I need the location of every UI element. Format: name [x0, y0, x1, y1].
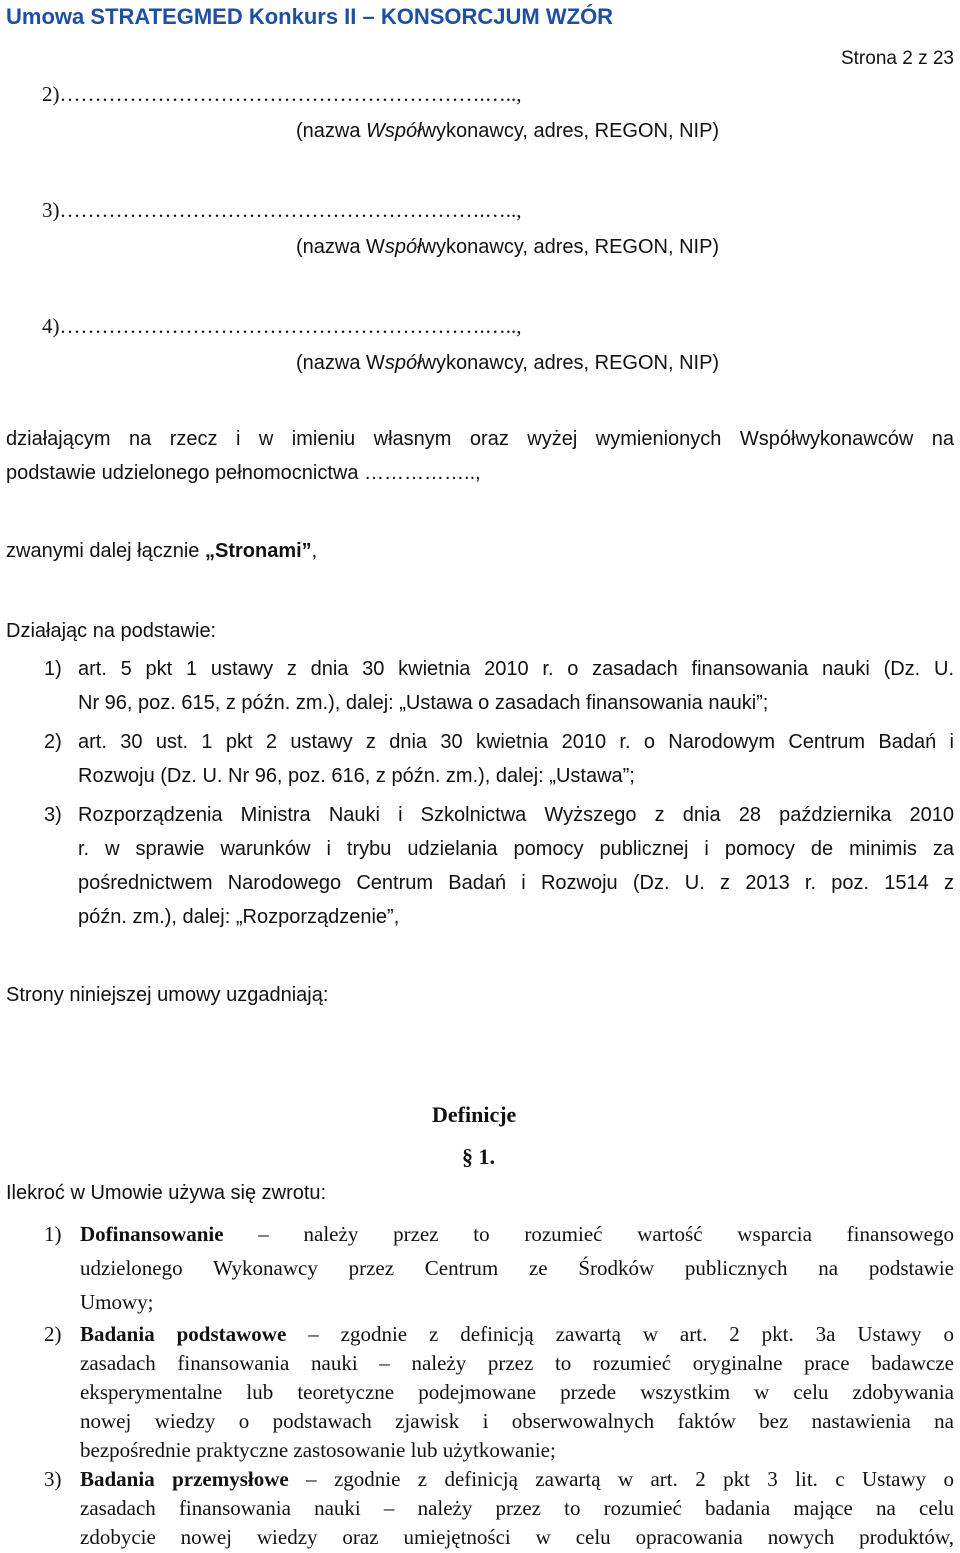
basis-item-number: 2) — [44, 731, 62, 753]
basis-item-line: późn. zm.), dalej: „Rozporządzenie”, — [78, 906, 400, 928]
definition-line: zdobycie nowej wiedzy oraz umiejętności w celu opracowania nowych produktów, — [80, 1525, 954, 1549]
acting-line-1: działającym na rzecz i w imieniu własnym oraz wyżej wymienionych Współwykonawców na — [6, 428, 954, 450]
definition-line: bezpośrednie praktyczne zastosowanie lub użytkowanie; — [80, 1438, 556, 1462]
acting-line-2: podstawie udzielonego pełnomocnictwa …………….., — [6, 462, 481, 484]
caption-part: spół — [384, 236, 422, 258]
definition-line: zasadach finansowania nauki – należy przez to rozumieć oryginalne prace badawcze — [80, 1351, 954, 1375]
definition-number: 1) — [44, 1222, 62, 1246]
called-term: „Stronami” — [204, 540, 312, 562]
basis-item-line: Nr 96, poz. 615, z późn. zm.), dalej: „Ustawa o zasadach finansowania nauki”; — [78, 692, 769, 714]
section-title: Definicje — [432, 1102, 517, 1127]
party-dots: …………………………………………………….….., — [59, 198, 522, 222]
caption-part: (nazwa W — [296, 352, 385, 374]
party-caption — [296, 352, 719, 375]
party-caption — [296, 120, 719, 143]
definitions-intro: Ilekroć w Umowie używa się zwrotu: — [6, 1182, 327, 1204]
party-number: 2) — [42, 82, 60, 106]
party-caption — [296, 236, 719, 259]
section-number: § 1. — [462, 1144, 495, 1169]
basis-item-line: art. 30 ust. 1 pkt 2 ustawy z dnia 30 kwietnia 2010 r. o Narodowym Centrum Badań i — [78, 731, 954, 753]
called-parties-line — [6, 540, 317, 563]
document-header-title: Umowa STRATEGMED Konkurs II – KONSORCJUM WZÓR — [6, 4, 614, 29]
definition-line — [80, 1322, 954, 1347]
basis-item-line: Rozwoju (Dz. U. Nr 96, poz. 616, z późn. zm.), dalej: „Ustawa”; — [78, 765, 635, 787]
definition-line: Umowy; — [80, 1290, 154, 1314]
basis-item-line: r. w sprawie warunków i trybu udzielania pomocy publicznej i pomocy de minimis za — [78, 838, 954, 860]
definition-text: – zgodnie z definicją zawartą w art. 2 pkt 3 lit. c Ustawy o — [306, 1467, 955, 1491]
basis-item-line: Rozporządzenia Ministra Nauki i Szkolnictwa Wyższego z dnia 28 października 2010 — [78, 804, 954, 826]
party-number: 4) — [42, 314, 60, 338]
party-line — [42, 314, 522, 339]
basis-item-number: 3) — [44, 804, 62, 826]
definition-line: zasadach finansowania nauki – należy przez to rozumieć badania mające na celu — [80, 1496, 954, 1520]
definition-line: eksperymentalne lub teoretyczne podejmowane przede wszystkim w celu zdobywania — [80, 1380, 954, 1404]
party-line — [42, 198, 522, 223]
definition-text: – zgodnie z definicją zawartą w art. 2 pkt. 3a Ustawy o — [308, 1322, 954, 1346]
definition-number: 3) — [44, 1467, 62, 1491]
page-number: Strona 2 z 23 — [840, 48, 954, 69]
caption-part: wykonawcy, adres, REGON, NIP) — [421, 120, 720, 142]
party-dots: …………………………………………………….….., — [59, 82, 522, 106]
basis-heading: Działając na podstawie: — [6, 620, 217, 642]
definition-term: Badania podstawowe — [80, 1322, 287, 1346]
definition-number: 2) — [44, 1322, 62, 1346]
definition-text: – należy przez to rozumieć wartość wsparcia finansowego — [258, 1222, 954, 1246]
party-dots: …………………………………………………….….., — [59, 314, 522, 338]
called-suffix: , — [311, 540, 318, 562]
party-line — [42, 82, 522, 107]
caption-part: (nazwa — [296, 120, 367, 142]
basis-item-line: art. 5 pkt 1 ustawy z dnia 30 kwietnia 2010 r. o zasadach finansowania nauki (Dz. U. — [78, 658, 954, 680]
party-number: 3) — [42, 198, 60, 222]
caption-part: Współ — [366, 120, 422, 142]
definition-term: Badania przemysłowe — [80, 1467, 289, 1491]
basis-item-number: 1) — [44, 658, 62, 680]
caption-part: wykonawcy, adres, REGON, NIP) — [421, 236, 720, 258]
basis-item-line: pośrednictwem Narodowego Centrum Badań i Rozwoju (Dz. U. z 2013 r. poz. 1514 z — [78, 872, 954, 894]
agreement-line: Strony niniejszej umowy uzgadniają: — [6, 984, 329, 1006]
caption-part: wykonawcy, adres, REGON, NIP) — [421, 352, 720, 374]
definition-line: udzielonego Wykonawcy przez Centrum ze Środków publicznych na podstawie — [80, 1256, 954, 1280]
definition-term: Dofinansowanie — [80, 1222, 224, 1246]
definition-line — [80, 1467, 954, 1492]
caption-part: spół — [384, 352, 422, 374]
definition-line: nowej wiedzy o podstawach zjawisk i obserwowalnych faktów bez nastawienia na — [80, 1409, 954, 1433]
called-prefix: zwanymi dalej łącznie — [6, 540, 205, 562]
caption-part: (nazwa W — [296, 236, 385, 258]
definition-line — [80, 1222, 954, 1247]
